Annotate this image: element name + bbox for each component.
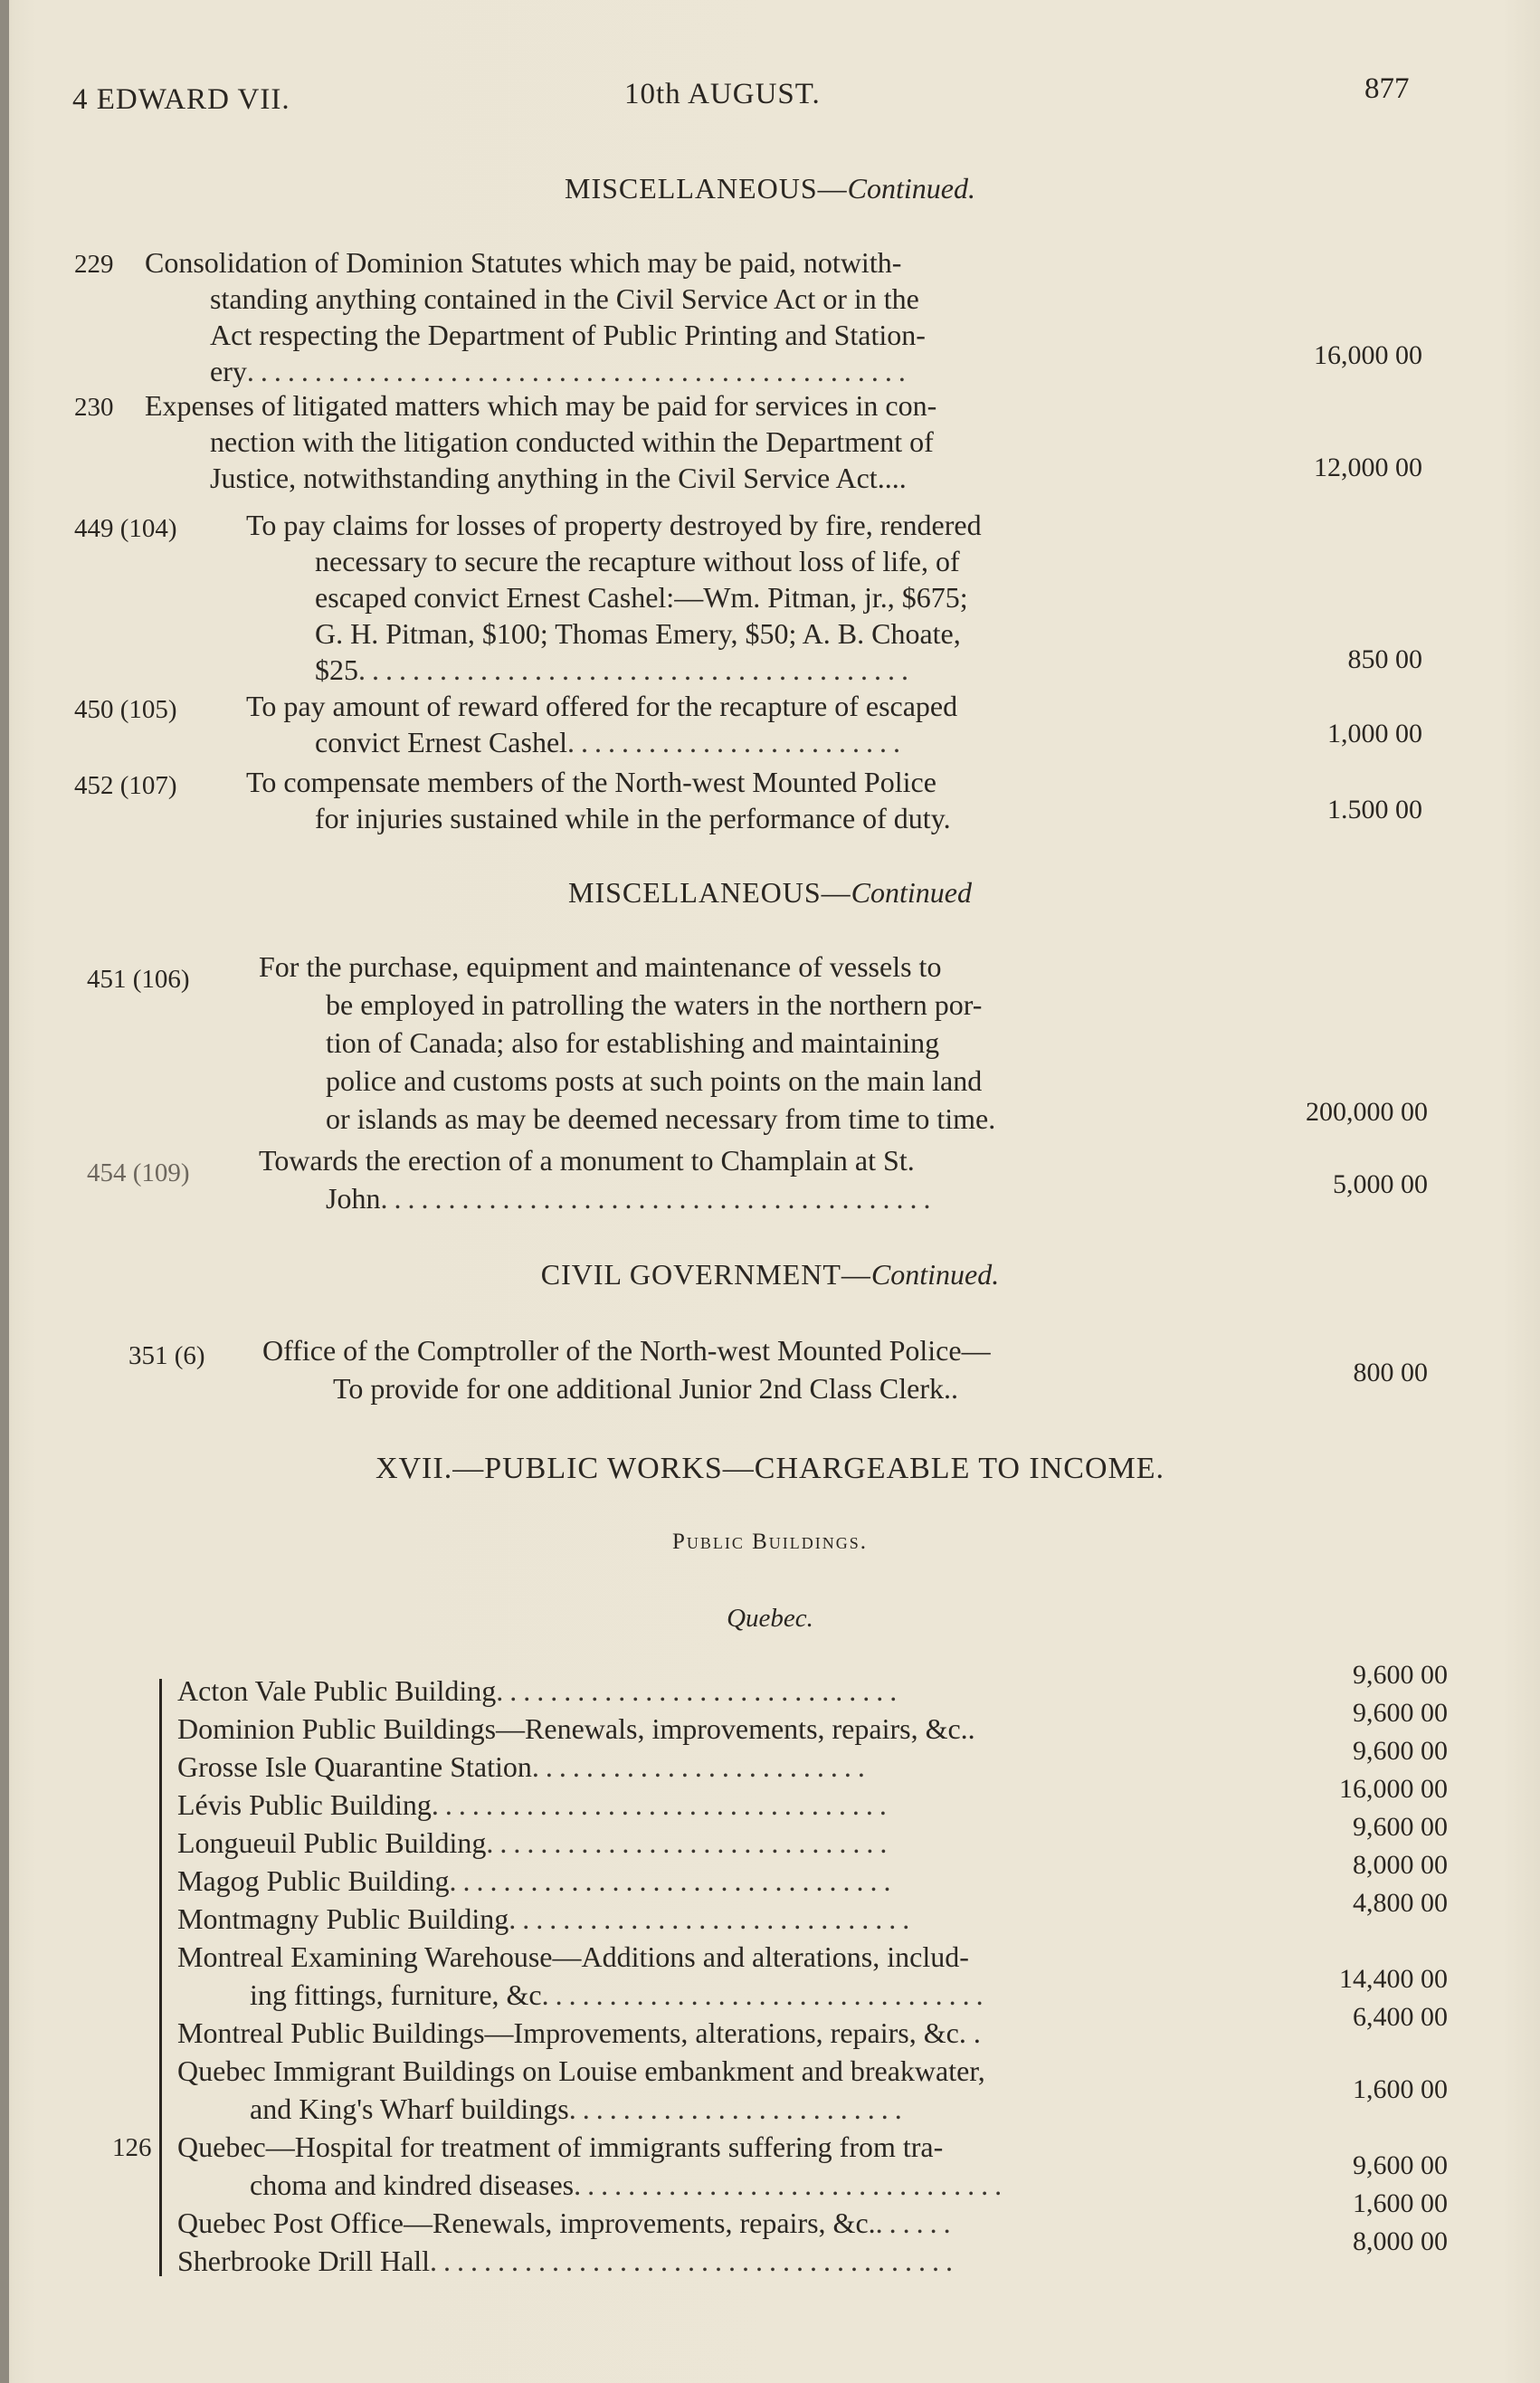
item-label: Montreal Examining Warehouse—Additions and alterations, includ- — [177, 1940, 969, 1973]
vote-number: 229 — [74, 250, 114, 279]
vote-number: 351 (6) — [128, 1341, 205, 1370]
item-label: Dominion Public Buildings—Renewals, improvements, repairs, &c.. — [177, 1712, 975, 1745]
section-title-misc-2 — [0, 876, 1540, 910]
vote-number: 126 — [112, 2133, 152, 2162]
item-text-tail: ery — [210, 355, 247, 387]
item-text-line: Expenses of litigated matters which may be paid for services in con- — [145, 389, 937, 422]
section-title-suffix: Continued. — [847, 172, 975, 205]
item-label: Sherbrooke Drill Hall — [177, 2245, 431, 2277]
leader-dots: ......................................... — [358, 653, 915, 686]
page-header — [0, 72, 1540, 118]
item-text-line: To pay amount of reward offered for the recapture of escaped — [246, 690, 958, 722]
vote-amount: 1.500 00 — [1327, 795, 1422, 825]
item-text-line: Towards the erection of a monument to Champlain at St. — [259, 1144, 915, 1177]
book-spine — [0, 0, 9, 2383]
list-item — [177, 1674, 903, 1708]
section-title-text: CIVIL GOVERNMENT— — [540, 1258, 871, 1291]
public-buildings-heading: Public Buildings. — [671, 1530, 869, 1554]
list-item — [177, 1788, 893, 1822]
item-text-line: G. H. Pitman, $100; Thomas Emery, $50; A. B. Choate, — [315, 617, 961, 650]
province-heading: Quebec. — [727, 1604, 813, 1633]
regnal-year: 4 EDWARD VII. — [72, 83, 290, 116]
list-item — [177, 1864, 897, 1898]
vote-amount: 5,000 00 — [1333, 1169, 1428, 1199]
leader-dots: ................................. — [541, 1978, 990, 2011]
item-amount: 4,800 00 — [1353, 1888, 1448, 1918]
item-text-line: Act respecting the Department of Public Printing and Station- — [210, 319, 926, 351]
item-amount: 8,000 00 — [1353, 2226, 1448, 2256]
item-amount: 9,600 00 — [1353, 1698, 1448, 1728]
item-label: Grosse Isle Quarantine Station — [177, 1750, 532, 1783]
leader-dots: .............................. — [496, 1674, 904, 1707]
item-amount: 9,600 00 — [1353, 1660, 1448, 1690]
leader-dots: ................................ — [574, 2169, 1009, 2201]
list-item — [177, 2130, 943, 2164]
section-title-misc — [0, 172, 1540, 205]
leader-dots: .................................. — [431, 1788, 893, 1821]
item-label: Montmagny Public Building — [177, 1902, 509, 1935]
leader-dots: ......................... — [568, 2092, 908, 2125]
list-item — [177, 2054, 985, 2088]
leader-dots: ......................................... — [380, 1182, 937, 1215]
section-title-text: MISCELLANEOUS— — [568, 876, 851, 909]
item-label: Quebec Immigrant Buildings on Louise embankment and breakwater, — [177, 2054, 985, 2087]
item-label: Longueuil Public Building — [177, 1826, 487, 1859]
item-label: and King's Wharf buildings — [250, 2092, 569, 2125]
item-text-line: To provide for one additional Junior 2nd Class Clerk.. — [333, 1372, 958, 1405]
page-number: 877 — [1364, 72, 1410, 105]
vote-amount: 850 00 — [1347, 644, 1422, 674]
section-title-text: XVII.—PUBLIC WORKS—CHARGEABLE TO INCOME. — [375, 1452, 1165, 1485]
item-text-line: escaped convict Ernest Cashel:—Wm. Pitman, jr., $675; — [315, 581, 968, 614]
section-title-suffix: Continued — [851, 876, 972, 909]
section-title-civil — [0, 1258, 1540, 1292]
item-text-line: To pay claims for losses of property destroyed by fire, rendered — [246, 509, 982, 541]
leader-dots: ...... — [875, 2207, 957, 2239]
item-text-line: Office of the Comptroller of the North-west Mounted Police— — [262, 1334, 991, 1367]
item-label: Acton Vale Public Building — [177, 1674, 497, 1707]
item-label: ing fittings, furniture, &c — [250, 1978, 542, 2011]
list-item-continued — [250, 2169, 1008, 2202]
item-text-tail: John — [326, 1182, 381, 1215]
leader-dots: ......................... — [567, 726, 908, 758]
item-text-line — [315, 652, 915, 688]
item-amount: 6,400 00 — [1353, 2002, 1448, 2032]
leader-dots: .............................. — [509, 1902, 917, 1935]
vote-number: 454 (109) — [87, 1158, 190, 1187]
item-text-line: Justice, notwithstanding anything in the Civil Service Act.... — [210, 462, 907, 494]
list-item — [177, 2016, 981, 2050]
vote-number: 449 (104) — [74, 514, 177, 543]
list-item — [177, 1902, 916, 1936]
item-text-line: tion of Canada; also for establishing and maintaining — [326, 1026, 940, 1059]
item-text-line: or islands as may be deemed necessary from time to time. — [326, 1102, 996, 1135]
list-item-continued — [250, 1978, 990, 2012]
section-title-public-works — [0, 1452, 1540, 1486]
item-amount: 8,000 00 — [1353, 1850, 1448, 1880]
header-date: 10th AUGUST. — [624, 78, 821, 110]
item-amount: 1,600 00 — [1353, 2188, 1448, 2218]
vote-amount: 800 00 — [1353, 1358, 1428, 1387]
item-text-line — [315, 724, 907, 760]
vote-number: 451 (106) — [87, 965, 190, 994]
item-text-line: necessary to secure the recapture without loss of life, of — [315, 545, 960, 577]
item-text-line: To compensate members of the North-west Mounted Police — [246, 766, 936, 798]
list-item — [177, 1826, 893, 1860]
item-text-line — [210, 353, 912, 389]
item-label: choma and kindred diseases — [250, 2169, 575, 2201]
item-text-line: Consolidation of Dominion Statutes which may be paid, notwith- — [145, 246, 902, 279]
item-label: Montreal Public Buildings—Improvements, alterations, repairs, &c. . — [177, 2016, 981, 2049]
item-text-line: for injuries sustained while in the performance of duty. — [315, 802, 951, 834]
vote-amount: 16,000 00 — [1314, 340, 1422, 370]
vote-number: 450 (105) — [74, 695, 177, 724]
vote-amount: 1,000 00 — [1327, 719, 1422, 748]
item-text-line: For the purchase, equipment and maintenance of vessels to — [259, 950, 942, 983]
item-label: Lévis Public Building — [177, 1788, 432, 1821]
item-amount: 9,600 00 — [1353, 2150, 1448, 2180]
list-item-continued — [250, 2092, 908, 2126]
leader-dots: .............................. — [486, 1826, 894, 1859]
section-title-suffix: Continued. — [870, 1258, 1000, 1291]
vote-number: 230 — [74, 393, 114, 422]
item-text-line: police and customs posts at such points on the main land — [326, 1064, 983, 1097]
item-amount: 16,000 00 — [1339, 1774, 1448, 1804]
item-amount: 1,600 00 — [1353, 2074, 1448, 2104]
item-amount: 14,400 00 — [1339, 1964, 1448, 1994]
list-item — [177, 2207, 957, 2240]
item-text-line: be employed in patrolling the waters in the northern por- — [326, 988, 983, 1021]
leader-dots: ......................... — [531, 1750, 871, 1783]
leader-dots: ....................................... — [430, 2245, 960, 2277]
leader-dots: ................................. — [449, 1864, 898, 1897]
item-amount: 9,600 00 — [1353, 1812, 1448, 1842]
vote-amount: 12,000 00 — [1314, 453, 1422, 482]
item-text-line: standing anything contained in the Civil Service Act or in the — [210, 282, 919, 315]
item-text-line: nection with the litigation conducted within the Department of — [210, 425, 934, 458]
item-label: Quebec Post Office—Renewals, improvements, repairs, &c. — [177, 2207, 876, 2239]
item-text-tail: $25 — [315, 653, 358, 686]
item-label: Quebec—Hospital for treatment of immigrants suffering from tra- — [177, 2130, 944, 2163]
list-item — [177, 1750, 871, 1784]
vote-bracket — [159, 1679, 176, 2276]
item-text-line — [326, 1180, 936, 1216]
list-item — [177, 1940, 969, 1974]
vote-amount: 200,000 00 — [1306, 1097, 1428, 1127]
item-label: Magog Public Building — [177, 1864, 450, 1897]
item-amount: 9,600 00 — [1353, 1736, 1448, 1766]
item-text-tail: convict Ernest Cashel — [315, 726, 568, 758]
leader-dots: ................................................. — [246, 355, 912, 387]
list-item — [177, 2245, 959, 2278]
section-title-text: MISCELLANEOUS— — [565, 172, 848, 205]
vote-number: 452 (107) — [74, 771, 177, 800]
list-item — [177, 1712, 975, 1746]
